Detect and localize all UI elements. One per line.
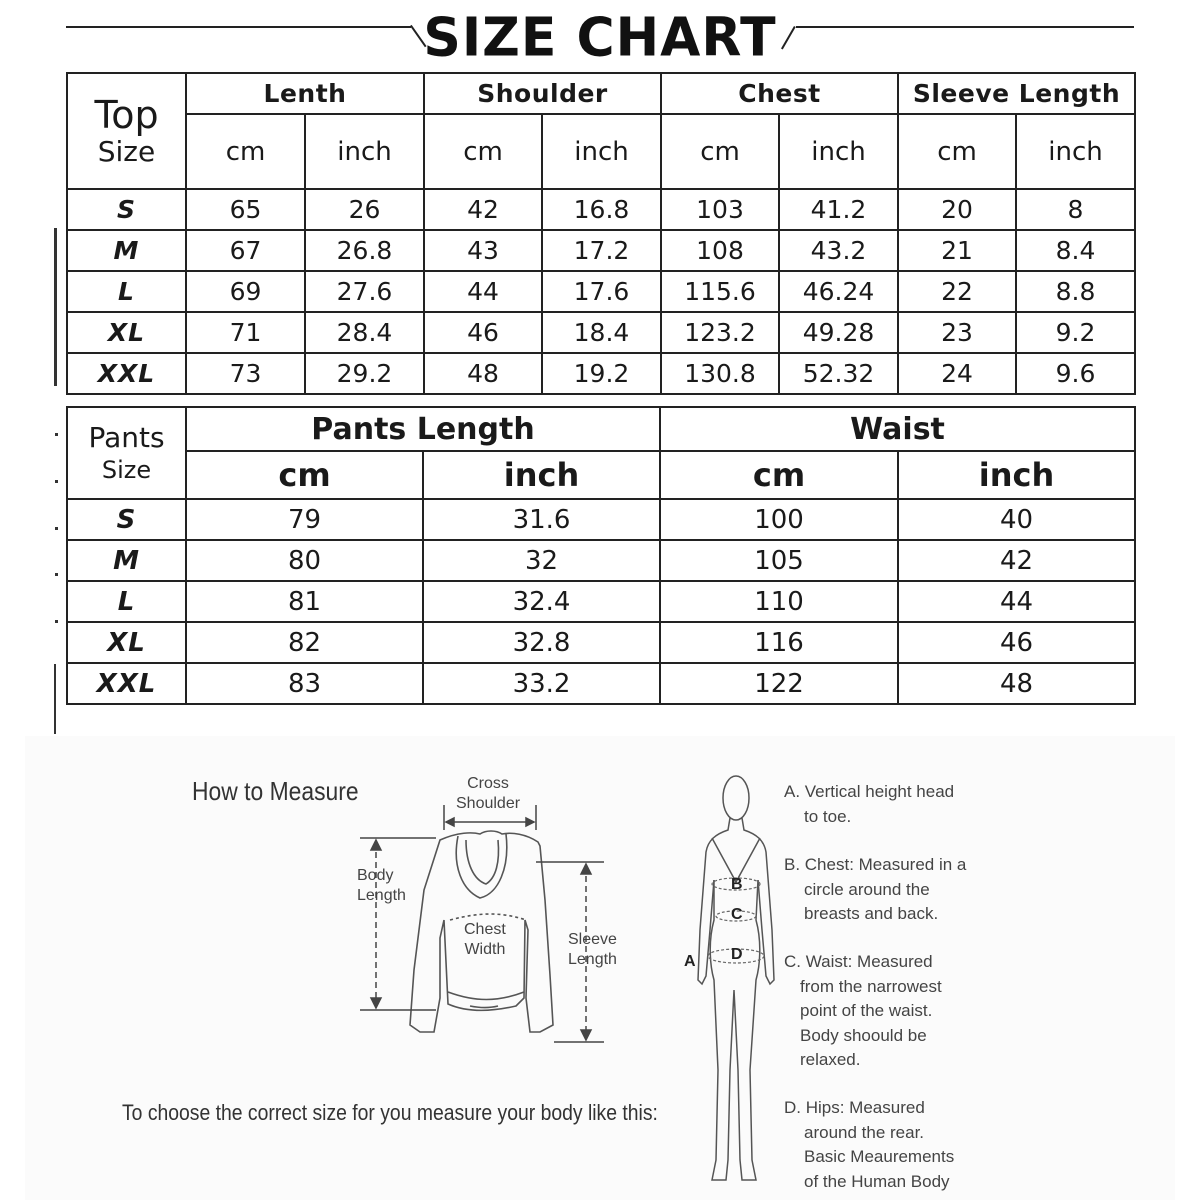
value-cell: 103 <box>661 189 779 230</box>
value-cell: 79 <box>186 499 423 540</box>
table-row <box>67 353 1135 394</box>
table-row <box>67 622 1135 663</box>
value-cell: 67 <box>186 230 305 271</box>
value-cell: 83 <box>186 663 423 704</box>
page-title: SIZE CHART <box>423 7 777 69</box>
value-cell: 105 <box>660 540 898 581</box>
value-cell: 43 <box>424 230 542 271</box>
value-cell: 26.8 <box>305 230 424 271</box>
value-cell: 24 <box>898 353 1016 394</box>
value-cell: 46 <box>424 312 542 353</box>
how-to-measure-heading: How to Measure <box>192 776 359 806</box>
unit-cell: inch <box>305 114 424 189</box>
unit-cell: cm <box>898 114 1016 189</box>
value-cell: 20 <box>898 189 1016 230</box>
pants-size-label: Pants Size <box>67 407 186 499</box>
unit-cell: inch <box>779 114 898 189</box>
size-label: M <box>67 230 186 271</box>
top-size-table <box>66 72 1136 395</box>
header-chest: Chest <box>661 73 898 114</box>
value-cell: 122 <box>660 663 898 704</box>
unit-cell: inch <box>423 451 660 499</box>
table-row <box>67 581 1135 622</box>
value-cell: 69 <box>186 271 305 312</box>
unit-cell: cm <box>424 114 542 189</box>
table-row <box>67 312 1135 353</box>
title-bar <box>0 0 1200 70</box>
unit-cell: cm <box>186 451 423 499</box>
value-cell: 123.2 <box>661 312 779 353</box>
unit-cell: cm <box>186 114 305 189</box>
edge-mark <box>55 620 58 623</box>
table-row <box>67 230 1135 271</box>
value-cell: 52.32 <box>779 353 898 394</box>
value-cell: 116 <box>660 622 898 663</box>
unit-cell: cm <box>660 451 898 499</box>
body-length-label: Body Length <box>357 867 406 904</box>
value-cell: 32.8 <box>423 622 660 663</box>
value-cell: 8 <box>1016 189 1135 230</box>
value-cell: 43.2 <box>779 230 898 271</box>
measure-instruction: To choose the correct size for you measure your body like this: <box>122 1100 658 1125</box>
edge-mark <box>55 527 58 530</box>
size-label: S <box>67 189 186 230</box>
value-cell: 9.2 <box>1016 312 1135 353</box>
size-label: M <box>67 540 186 581</box>
value-cell: 8.8 <box>1016 271 1135 312</box>
chest-width-label: Chest Width <box>464 921 506 958</box>
value-cell: 46 <box>898 622 1135 663</box>
edge-mark <box>55 433 58 436</box>
value-cell: 29.2 <box>305 353 424 394</box>
body-point-c: C <box>731 906 743 923</box>
top-header-row <box>67 73 1135 114</box>
value-cell: 31.6 <box>423 499 660 540</box>
unit-cell: inch <box>1016 114 1135 189</box>
value-cell: 17.2 <box>542 230 661 271</box>
table-row <box>67 540 1135 581</box>
size-label: L <box>67 271 186 312</box>
pants-size-table <box>66 406 1136 705</box>
value-cell: 82 <box>186 622 423 663</box>
size-label: XL <box>67 622 186 663</box>
pants-header-row <box>67 407 1135 451</box>
value-cell: 9.6 <box>1016 353 1135 394</box>
edge-mark <box>55 480 58 483</box>
body-point-b: B <box>731 876 743 893</box>
top-unit-row <box>67 114 1135 189</box>
size-label: S <box>67 499 186 540</box>
value-cell: 100 <box>660 499 898 540</box>
value-cell: 18.4 <box>542 312 661 353</box>
value-cell: 44 <box>898 581 1135 622</box>
value-cell: 130.8 <box>661 353 779 394</box>
value-cell: 8.4 <box>1016 230 1135 271</box>
unit-cell: cm <box>661 114 779 189</box>
value-cell: 80 <box>186 540 423 581</box>
header-pants-length: Pants Length <box>186 407 660 451</box>
value-cell: 22 <box>898 271 1016 312</box>
table-row <box>67 189 1135 230</box>
pants-unit-row <box>67 451 1135 499</box>
note-a: A. Vertical height head to toe. <box>784 782 955 826</box>
value-cell: 16.8 <box>542 189 661 230</box>
value-cell: 48 <box>898 663 1135 704</box>
size-label: XL <box>67 312 186 353</box>
value-cell: 23 <box>898 312 1016 353</box>
value-cell: 32 <box>423 540 660 581</box>
value-cell: 42 <box>898 540 1135 581</box>
sleeve-length-label: Sleeve Length <box>568 931 617 968</box>
value-cell: 21 <box>898 230 1016 271</box>
unit-cell: inch <box>898 451 1135 499</box>
value-cell: 40 <box>898 499 1135 540</box>
header-waist: Waist <box>660 407 1135 451</box>
size-label: L <box>67 581 186 622</box>
value-cell: 48 <box>424 353 542 394</box>
value-cell: 19.2 <box>542 353 661 394</box>
body-point-a: A <box>684 953 696 970</box>
cross-shoulder-label: Cross Shoulder <box>456 775 521 812</box>
value-cell: 32.4 <box>423 581 660 622</box>
value-cell: 46.24 <box>779 271 898 312</box>
value-cell: 73 <box>186 353 305 394</box>
value-cell: 65 <box>186 189 305 230</box>
value-cell: 28.4 <box>305 312 424 353</box>
edge-mark <box>54 228 57 386</box>
value-cell: 49.28 <box>779 312 898 353</box>
note-d: D. Hips: Measured around the rear. Basic Meaurements of the Human Body <box>784 1098 955 1191</box>
table-row <box>67 499 1135 540</box>
value-cell: 108 <box>661 230 779 271</box>
value-cell: 41.2 <box>779 189 898 230</box>
note-b: B. Chest: Measured in a circle around the breasts and back. <box>784 855 967 923</box>
value-cell: 33.2 <box>423 663 660 704</box>
table-row <box>67 663 1135 704</box>
value-cell: 26 <box>305 189 424 230</box>
header-length: Lenth <box>186 73 424 114</box>
value-cell: 115.6 <box>661 271 779 312</box>
value-cell: 71 <box>186 312 305 353</box>
size-label: XXL <box>67 663 186 704</box>
top-size-label: Top Size <box>67 73 186 189</box>
note-c: C. Waist: Measured from the narrowest point of the waist. Body shoould be relaxed. <box>784 952 942 1069</box>
value-cell: 110 <box>660 581 898 622</box>
table-row <box>67 271 1135 312</box>
value-cell: 17.6 <box>542 271 661 312</box>
value-cell: 27.6 <box>305 271 424 312</box>
unit-cell: inch <box>542 114 661 189</box>
body-point-d: D <box>731 946 743 963</box>
body-figure <box>690 770 780 1200</box>
value-cell: 42 <box>424 189 542 230</box>
value-cell: 81 <box>186 581 423 622</box>
header-shoulder: Shoulder <box>424 73 661 114</box>
edge-mark <box>54 664 56 734</box>
header-sleeve-length: Sleeve Length <box>898 73 1135 114</box>
edge-mark <box>55 573 58 576</box>
value-cell: 44 <box>424 271 542 312</box>
size-label: XXL <box>67 353 186 394</box>
